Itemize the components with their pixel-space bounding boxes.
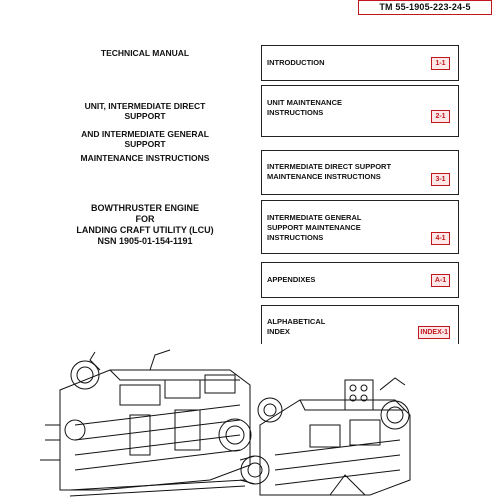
level-line-3: AND INTERMEDIATE GENERAL (81, 129, 209, 139)
manual-type-title: TECHNICAL MANUAL (100, 48, 190, 58)
section-page-badge[interactable]: 3-1 (431, 173, 450, 186)
section-page-badge[interactable]: 4-1 (431, 232, 450, 245)
section-page-badge[interactable]: INDEX-1 (418, 326, 450, 339)
section-label-line: INDEX (267, 327, 290, 336)
section-label-line: UNIT MAINTENANCE (267, 98, 342, 107)
section-tab-direct-support[interactable] (261, 150, 459, 195)
maintenance-level-block-1 (40, 101, 250, 121)
section-tab-general-support[interactable] (261, 200, 459, 254)
level-line-4: SUPPORT (124, 139, 166, 149)
level-line-2: SUPPORT (124, 111, 166, 121)
engine-left-view (40, 350, 251, 496)
section-page-badge[interactable]: 2-1 (431, 110, 450, 123)
section-label (267, 162, 391, 182)
section-page-badge[interactable]: A-1 (431, 274, 450, 287)
section-label-line: SUPPORT MAINTENANCE (267, 223, 361, 232)
section-label (267, 213, 361, 243)
equipment-line-1: BOWTHRUSTER ENGINE (91, 203, 199, 213)
maintenance-level-block-2 (40, 129, 250, 149)
engine-right-view (240, 378, 410, 495)
section-label-line: INTERMEDIATE GENERAL (267, 213, 362, 222)
section-label-line: INTERMEDIATE DIRECT SUPPORT (267, 162, 392, 171)
equipment-line-2: FOR (135, 214, 155, 224)
nsn-line: NSN 1905-01-154-1191 (97, 236, 193, 246)
equipment-block (40, 203, 250, 247)
section-tab-introduction[interactable] (261, 45, 459, 81)
section-label-line: MAINTENANCE INSTRUCTIONS (267, 172, 381, 181)
maintenance-instructions-line: MAINTENANCE INSTRUCTIONS (80, 153, 210, 163)
section-label: INTRODUCTION (267, 58, 325, 67)
section-label-line: INSTRUCTIONS (267, 108, 324, 117)
tm-number-box: TM 55-1905-223-24-5 (358, 0, 492, 15)
section-page-badge[interactable]: 1-1 (431, 57, 450, 70)
level-line-1: UNIT, INTERMEDIATE DIRECT (84, 101, 206, 111)
section-label: APPENDIXES (267, 275, 316, 284)
section-label-line: ALPHABETICAL (267, 317, 326, 326)
equipment-line-3: LANDING CRAFT UTILITY (LCU) (76, 225, 214, 235)
section-tab-unit-maintenance[interactable] (261, 85, 459, 137)
section-label-line: INSTRUCTIONS (267, 233, 324, 242)
section-label (267, 98, 342, 118)
section-tab-appendixes[interactable] (261, 262, 459, 298)
engine-illustration (0, 330, 500, 500)
